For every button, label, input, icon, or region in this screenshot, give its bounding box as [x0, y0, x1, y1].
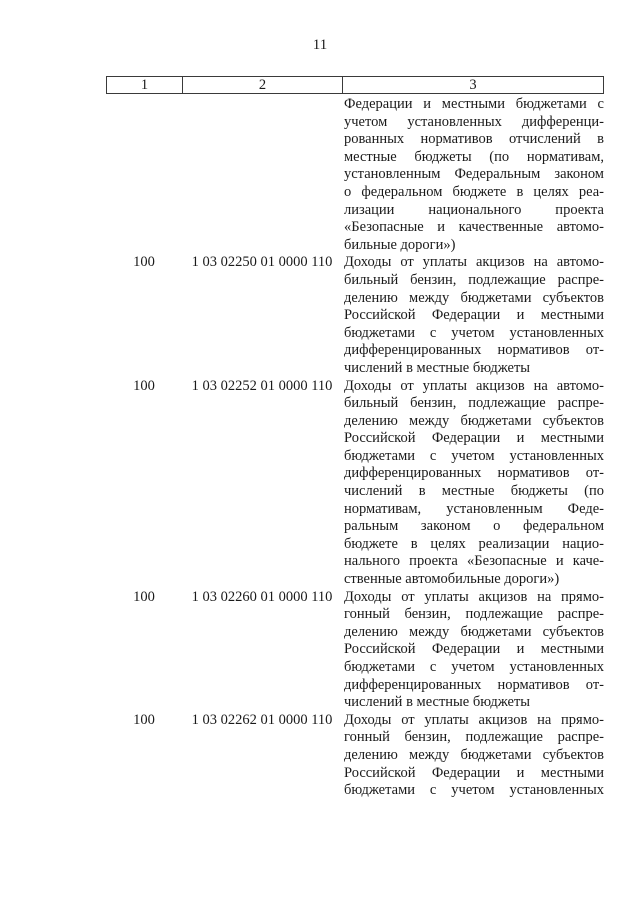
description-line: лизации национального проекта [344, 201, 604, 218]
description-line: Российской Федерации и местными [344, 764, 604, 781]
description-cell [342, 96, 604, 254]
admin-code-cell: 100 [133, 377, 155, 394]
table-row [106, 712, 604, 800]
column-header-2: 2 [183, 77, 343, 94]
description-line: установленным Федеральным законом [344, 166, 604, 183]
description-line: делению между бюджетами субъектов [344, 746, 604, 763]
admin-code-cell: 100 [133, 588, 155, 605]
description-cell [342, 254, 604, 377]
description-line: ральным законом о федеральном [344, 518, 604, 535]
budget-code-cell: 1 03 02252 01 0000 110 [191, 377, 333, 394]
page-number: 11 [312, 37, 328, 53]
description-line: делению между бюджетами субъектов [344, 289, 604, 306]
admin-code-cell: 100 [133, 711, 155, 728]
description-line: «Безопасные и качественные автомо- [344, 219, 604, 236]
description-line: ственные автомобильные дороги») [344, 571, 560, 588]
admin-code-cell: 100 [133, 254, 155, 271]
description-line: гонный бензин, подлежащие распре- [344, 606, 604, 623]
description-line: дифференцированных нормативов от- [344, 676, 604, 693]
description-line: бильный бензин, подлежащие распре- [344, 271, 604, 288]
description-line: Российской Федерации и местными [344, 430, 604, 447]
budget-code-cell: 1 03 02260 01 0000 110 [191, 588, 333, 605]
description-line: числений в местные бюджеты [344, 359, 531, 376]
description-line: числений в местные бюджеты (по [344, 483, 604, 500]
description-line: местные бюджеты (по нормативам, [344, 148, 604, 165]
description-line: бюджетами с учетом установленных [344, 447, 604, 464]
description-line: нормативам, установленным Феде- [344, 500, 604, 517]
description-cell [342, 378, 604, 589]
description-line: Доходы от уплаты акцизов на автомо- [344, 254, 604, 271]
description-line: числений в местные бюджеты [344, 694, 531, 711]
description-line: дифференцированных нормативов от- [344, 465, 604, 482]
budget-code-cell: 1 03 02250 01 0000 110 [191, 254, 333, 271]
description-line: нального проекта «Безопасные и каче- [344, 553, 604, 570]
description-line: делению между бюджетами субъектов [344, 412, 604, 429]
table-row-continuation [106, 96, 604, 254]
table-row [106, 589, 604, 712]
description-line: рованных нормативов отчислений в [344, 131, 604, 148]
admin-code-cell [106, 96, 182, 254]
table-body [106, 96, 604, 800]
description-line: делению между бюджетами субъектов [344, 623, 604, 640]
description-cell [342, 712, 604, 800]
description-line: бильные дороги») [344, 236, 456, 253]
column-header-1: 1 [107, 77, 183, 94]
description-line: Доходы от уплаты акцизов на прямо- [344, 711, 604, 728]
description-line: Российской Федерации и местными [344, 641, 604, 658]
description-line: учетом установленных дифференци- [344, 113, 604, 130]
description-cell [342, 589, 604, 712]
description-line: Доходы от уплаты акцизов на прямо- [344, 588, 604, 605]
description-line: бильный бензин, подлежащие распре- [344, 395, 604, 412]
column-header-3: 3 [343, 77, 604, 94]
table-row [106, 254, 604, 377]
description-line: дифференцированных нормативов от- [344, 342, 604, 359]
budget-code-cell: 1 03 02262 01 0000 110 [191, 711, 333, 728]
description-line: Федерации и местными бюджетами с [344, 96, 604, 112]
budget-code-cell [182, 96, 342, 254]
column-header-row [107, 77, 604, 94]
table-row [106, 378, 604, 589]
column-header-table [106, 76, 604, 94]
description-line: Российской Федерации и местными [344, 307, 604, 324]
description-line: бюджете в целях реализации нацио- [344, 535, 604, 552]
description-line: Доходы от уплаты акцизов на автомо- [344, 377, 604, 394]
description-line: бюджетами с учетом установленных [344, 324, 604, 341]
description-line: гонный бензин, подлежащие распре- [344, 729, 604, 746]
description-line: бюджетами с учетом установленных [344, 659, 604, 675]
description-line: о федеральном бюджете в целях реа- [344, 183, 604, 200]
description-line: бюджетами с учетом установленных [344, 782, 604, 799]
